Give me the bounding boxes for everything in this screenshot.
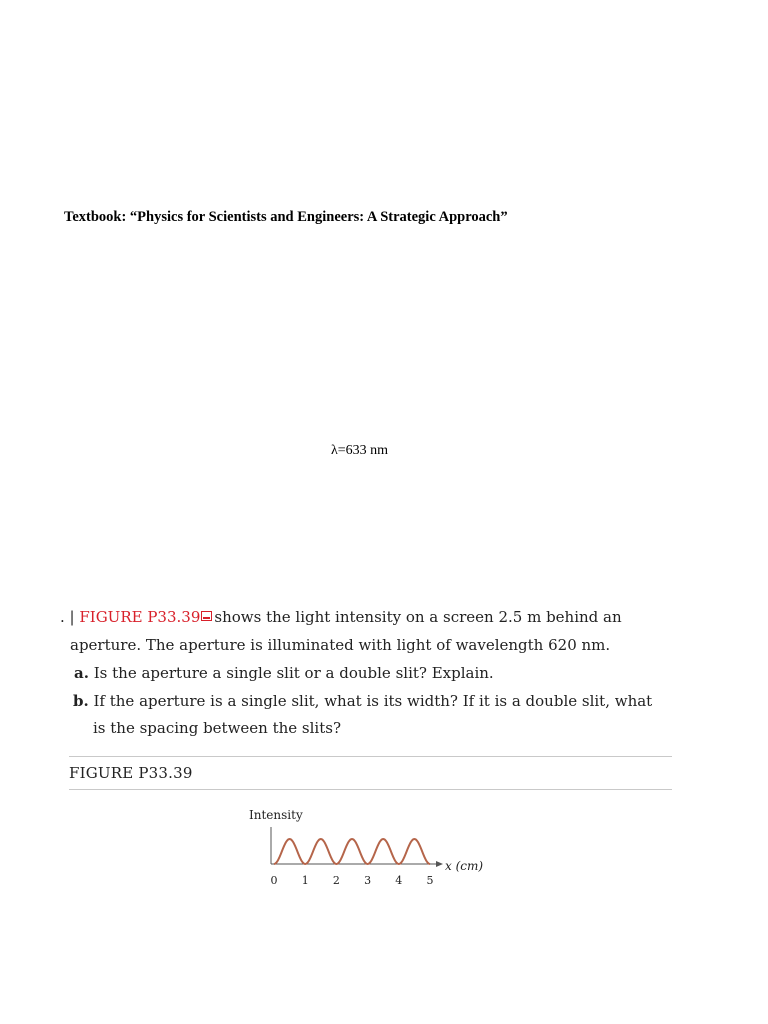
- part-b-label: b.: [73, 692, 89, 710]
- part-b-text-2: is the spacing between the slits?: [93, 719, 341, 737]
- figure-icon[interactable]: [201, 611, 212, 621]
- part-b-text-1: If the aperture is a single slit, what is its width? If it is a double slit, what: [93, 692, 653, 710]
- figure-bottom-rule: [69, 789, 672, 790]
- part-a: [74, 664, 494, 682]
- problem-line-2: aperture. The aperture is illuminated with light of wavelength 620 nm.: [70, 636, 611, 654]
- part-a-text: Is the aperture a single slit or a double slit? Explain.: [93, 664, 494, 682]
- figure-title: FIGURE P33.39: [69, 764, 193, 782]
- x-tick-labels: [271, 874, 434, 887]
- textbook-title: Textbook: “Physics for Scientists and Engineers: A Strategic Approach”: [64, 209, 508, 225]
- figure-top-rule: [69, 756, 672, 757]
- x-tick-label-0: 0: [270, 874, 278, 887]
- wavelength-note: λ=633 nm: [331, 443, 389, 458]
- x-tick-label-3: 3: [364, 874, 372, 887]
- x-axis-label: x (cm): [445, 859, 484, 873]
- x-tick-label-5: 5: [426, 874, 434, 887]
- x-tick-label-4: 4: [395, 874, 403, 887]
- part-a-label: a.: [74, 664, 89, 682]
- intensity-figure: [240, 800, 500, 895]
- problem-line-1: [60, 608, 622, 626]
- x-axis-arrow: [436, 861, 443, 867]
- problem-prefix: . |: [60, 608, 80, 626]
- part-b: [73, 692, 652, 710]
- problem-line-1-text: shows the light intensity on a screen 2.5 m behind an: [214, 608, 622, 626]
- y-axis-label: Intensity: [249, 808, 303, 822]
- x-tick-label-2: 2: [332, 874, 340, 887]
- intensity-curve: [274, 839, 430, 864]
- x-tick-label-1: 1: [301, 874, 309, 887]
- figure-reference-link[interactable]: FIGURE P33.39: [79, 608, 201, 626]
